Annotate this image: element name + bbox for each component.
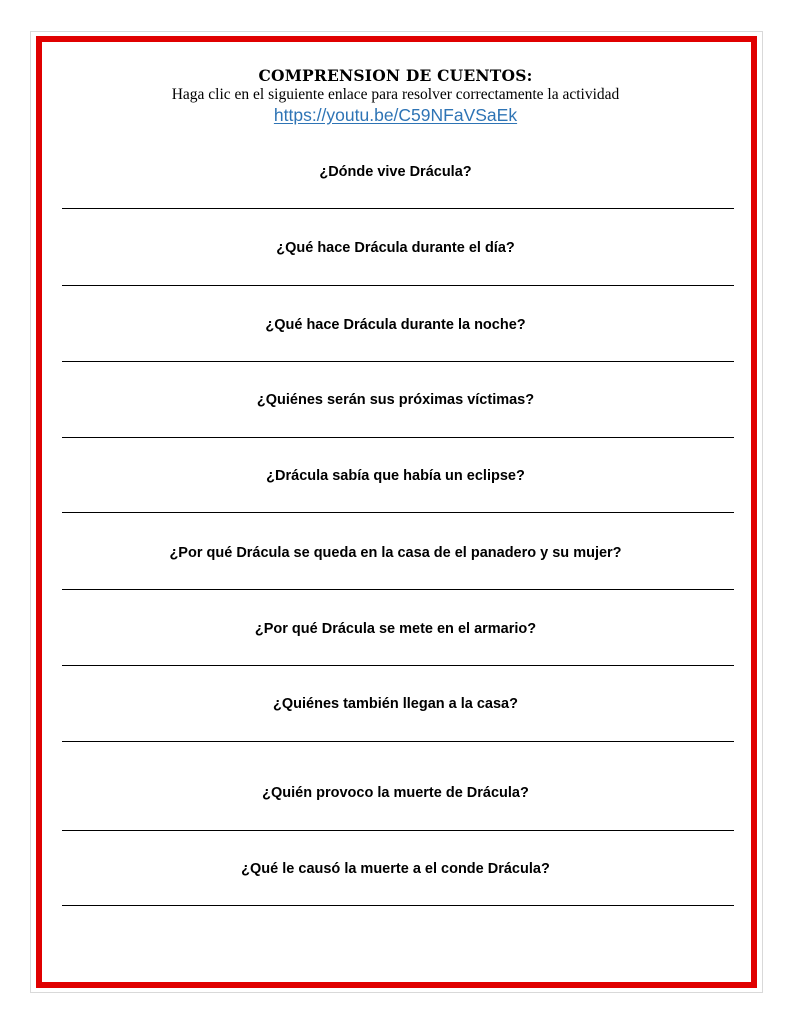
worksheet-instructions: Haga clic en el siguiente enlace para resolver correctamente la actividad xyxy=(171,86,620,103)
question-8: ¿Quiénes también llegan a la casa? xyxy=(273,696,518,712)
question-1: ¿Dónde vive Drácula? xyxy=(319,164,472,180)
answer-line-6[interactable] xyxy=(62,589,734,590)
question-4: ¿Quiénes serán sus próximas víctimas? xyxy=(256,392,535,408)
answer-line-9[interactable] xyxy=(62,830,734,831)
answer-line-2[interactable] xyxy=(62,285,734,286)
question-2: ¿Qué hace Drácula durante el día? xyxy=(276,240,515,256)
question-7: ¿Por qué Drácula se mete en el armario? xyxy=(254,621,537,637)
question-6: ¿Por qué Drácula se queda en la casa de el panadero y su mujer? xyxy=(169,545,622,561)
answer-line-5[interactable] xyxy=(62,512,734,513)
question-5: ¿Drácula sabía que había un eclipse? xyxy=(266,468,525,484)
worksheet-header xyxy=(0,66,791,126)
question-10: ¿Qué le causó la muerte a el conde Drácula? xyxy=(241,861,550,877)
answer-line-3[interactable] xyxy=(62,361,734,362)
question-9: ¿Quién provoco la muerte de Drácula? xyxy=(262,785,529,801)
worksheet-title: COMPRENSION DE CUENTOS: xyxy=(258,66,533,85)
answer-line-10[interactable] xyxy=(62,905,734,906)
answer-line-8[interactable] xyxy=(62,741,734,742)
video-link[interactable]: https://youtu.be/C59NFaVSaEk xyxy=(273,105,518,125)
question-3: ¿Qué hace Drácula durante la noche? xyxy=(265,317,526,333)
answer-line-1[interactable] xyxy=(62,208,734,209)
answer-line-4[interactable] xyxy=(62,437,734,438)
answer-line-7[interactable] xyxy=(62,665,734,666)
